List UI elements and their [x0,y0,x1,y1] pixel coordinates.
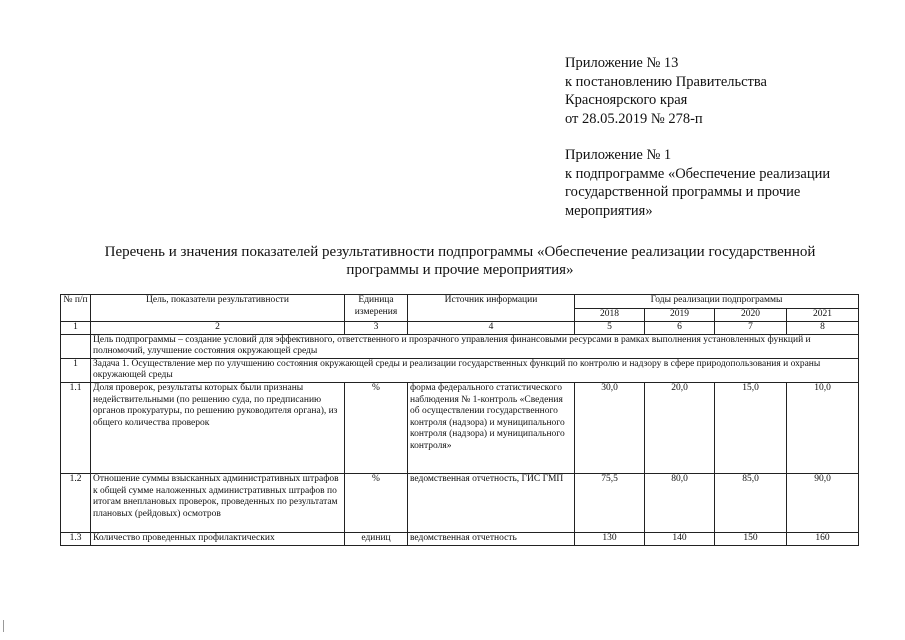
row-num: 1.1 [61,382,91,473]
title-line: Перечень и значения показателей результативности подпрограммы «Обеспечение реализации государственной [104,244,816,260]
task-row [61,358,859,382]
column-number: 2 [91,322,345,335]
header-unit: Единица измерения [345,295,408,322]
column-number: 4 [408,322,575,335]
column-number: 8 [787,322,859,335]
header-year: 2021 [787,308,859,322]
appendix-line: Приложение № 13 [565,55,679,71]
appendix-line: от 28.05.2019 № 278-п [565,110,703,127]
row-value: 15,0 [715,382,787,473]
row-indicator: Доля проверок, результаты которых были признаны недействительными (по решению суда, по предписанию органов прокуратуры, по решению руководителя органа), из общего количества проверок [91,382,345,473]
column-number: 1 [61,322,91,335]
header-source: Источник информации [408,295,575,322]
row-indicator: Отношение суммы взысканных административных штрафов к общей сумме наложенных административных штрафов по итогам внеплановых проверок, проведенных по результатам плановых (рейдовых) осмотров [91,473,345,532]
row-source: ведомственная отчетность [408,532,575,545]
column-number: 5 [575,322,645,335]
column-number: 3 [345,322,408,335]
appendix-line: Приложение № 1 [565,147,672,163]
column-numbers-row [61,322,859,335]
row-unit: % [345,382,408,473]
appendix-line: государственной программы и прочие [565,184,801,200]
goal-row-num [61,334,91,358]
appendix-line: мероприятия» [565,202,653,219]
row-num: 1.2 [61,473,91,532]
column-number: 6 [645,322,715,335]
row-unit: единиц [345,532,408,545]
appendix-line: к подпрограмме «Обеспечение реализации [565,165,831,182]
table-row [61,473,859,532]
header-year: 2020 [715,308,787,322]
row-unit: % [345,473,408,532]
table-row [61,532,859,545]
row-source: ведомственная отчетность, ГИС ГМП [408,473,575,532]
row-value: 160 [787,532,859,545]
appendix-line: к постановлению Правительства [565,73,767,90]
header-num: № п/п [61,295,91,322]
row-num: 1.3 [61,532,91,545]
document-title [60,243,860,279]
indicators-table [60,294,859,546]
row-value: 85,0 [715,473,787,532]
appendix-block [565,54,830,220]
row-value: 20,0 [645,382,715,473]
row-value: 130 [575,532,645,545]
table-row [61,382,859,473]
task-text: Задача 1. Осуществление мер по улучшению состояния окружающей среды и реализации государственных функций по контролю и надзору в сфере природопользования и охраны окружающей среды [91,358,859,382]
row-value: 90,0 [787,473,859,532]
row-source: форма федерального статистического наблюдения № 1-контроль «Сведения об осуществлении государственного контроля (надзора) и муниципального контроля (надзора) и муниципального контроля» [408,382,575,473]
goal-row [61,334,859,358]
goal-row-text: Цель подпрограммы – создание условий для эффективного, ответственного и прозрачного управления финансовыми ресурсами в рамках выполнения установленных функций и полномочий, улучшение состояния окружающей среды [91,334,859,358]
header-row [61,295,859,309]
row-value: 140 [645,532,715,545]
appendix-gap [565,128,830,146]
column-number: 7 [715,322,787,335]
row-value: 10,0 [787,382,859,473]
row-value: 75,5 [575,473,645,532]
title-line: программы и прочие мероприятия» [346,262,574,278]
scan-margin-mark [3,620,4,632]
header-goal: Цель, показатели результативности [91,295,345,322]
header-year: 2018 [575,308,645,322]
task-num: 1 [61,358,91,382]
row-value: 150 [715,532,787,545]
row-indicator: Количество проведенных профилактических [91,532,345,545]
header-years-group: Годы реализации подпрограммы [575,295,859,309]
appendix-line: Красноярского края [565,92,688,108]
row-value: 80,0 [645,473,715,532]
header-year: 2019 [645,308,715,322]
row-value: 30,0 [575,382,645,473]
